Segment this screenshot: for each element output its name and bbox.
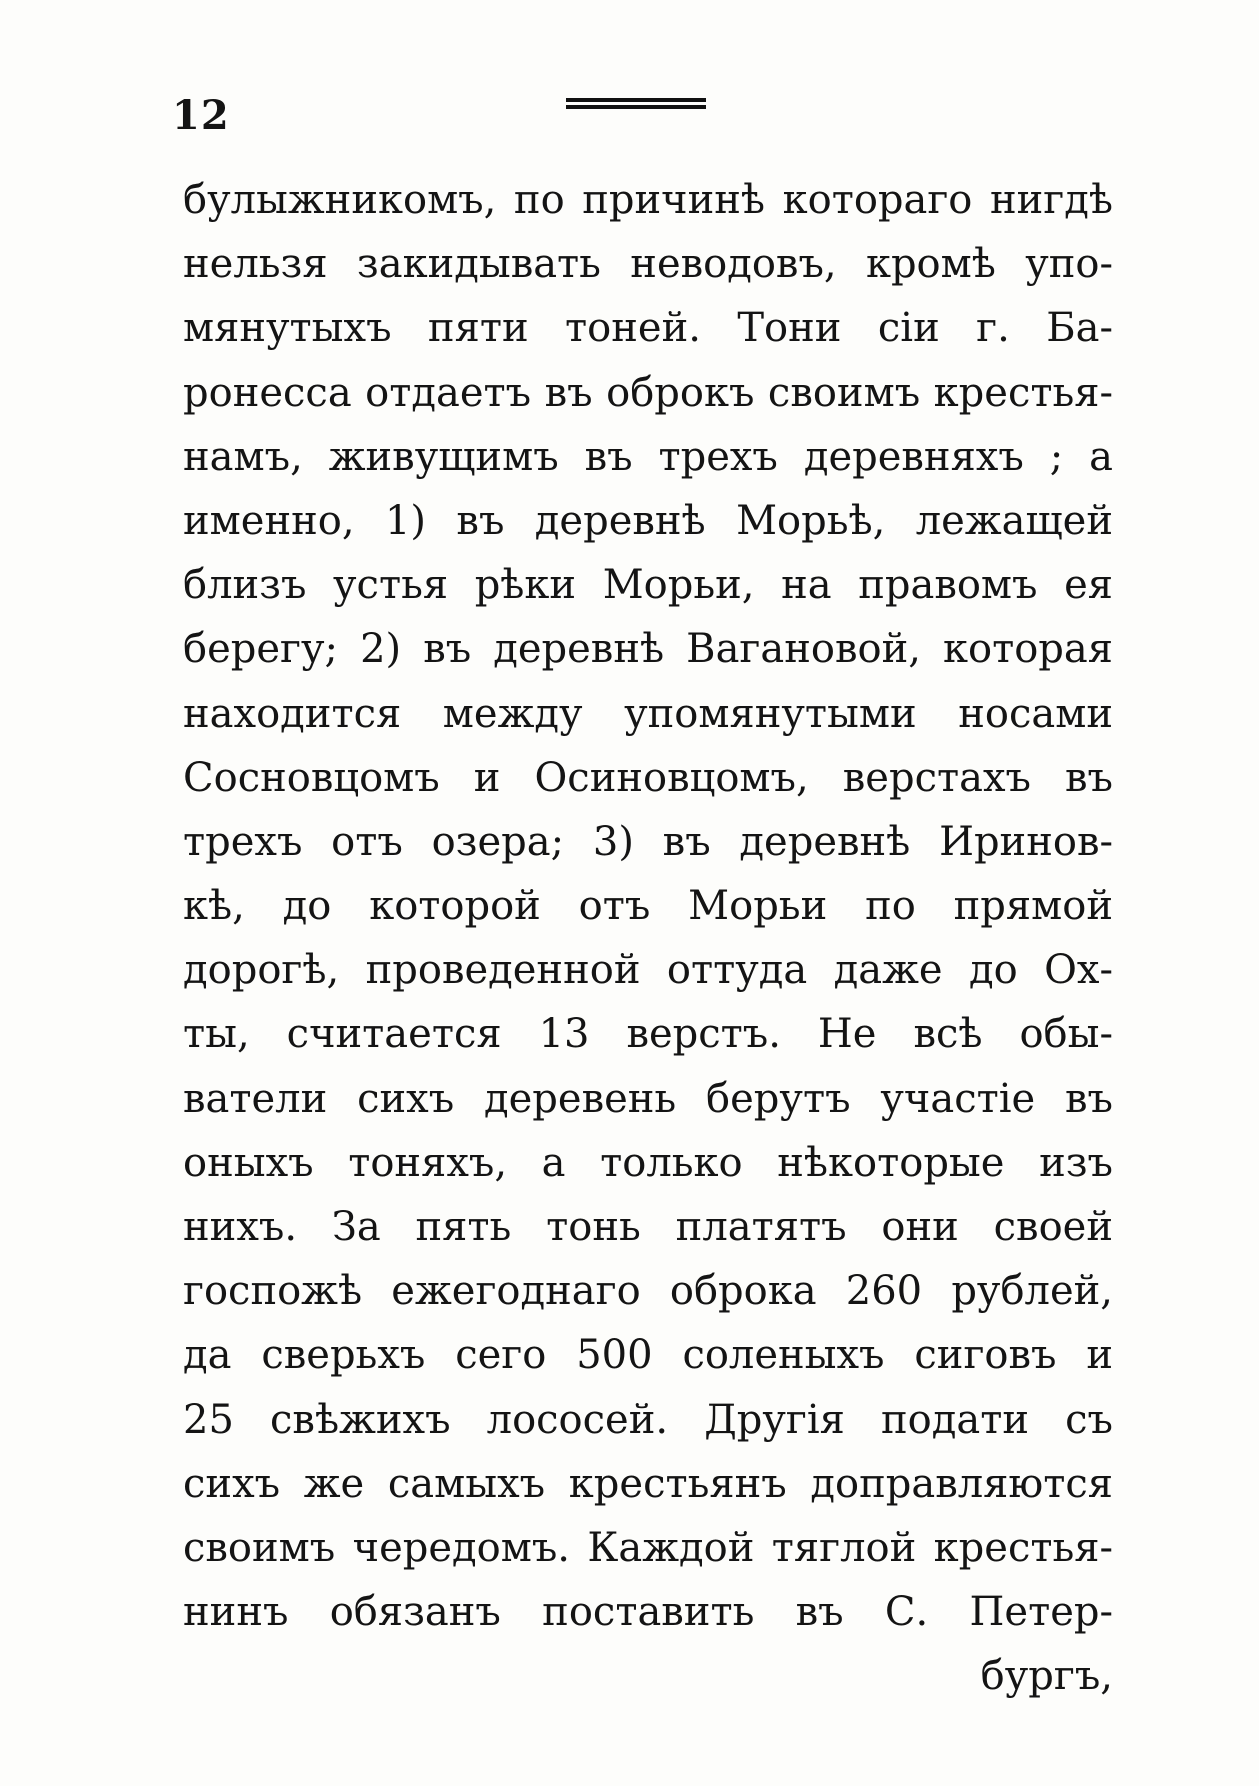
text-line: 25 свѣжихъ лососей. Другія подати съ [183, 1396, 1113, 1443]
text-line: да сверьхъ сего 500 соленыхъ сиговъ и [183, 1332, 1113, 1379]
catchword: бургъ, [980, 1653, 1113, 1700]
text-line: намъ, живущимъ въ трехъ деревняхъ ; а [183, 433, 1113, 480]
text-line: нинъ обязанъ поставить въ С. Петер- [183, 1589, 1113, 1636]
text-line: сихъ же самыхъ крестьянъ доправляются [183, 1460, 1113, 1507]
page-number: 12 [172, 92, 230, 139]
text-line: берегу; 2) въ деревнѣ Вагановой, которая [183, 626, 1113, 673]
text-line: мянутыхъ пяти тоней. Тони сіи г. Ба- [183, 305, 1113, 352]
text-line: ватели сихъ деревень берутъ участіе въ [183, 1075, 1113, 1122]
text-line: дорогѣ, проведенной оттуда даже до Ох- [183, 947, 1113, 994]
text-line: оныхъ тоняхъ, а только нѣкоторые изъ [183, 1139, 1113, 1186]
text-line: Сосновцомъ и Осиновцомъ, верстахъ въ [183, 754, 1113, 801]
text-line: нихъ. За пять тонь платятъ они своей [183, 1204, 1113, 1250]
body-text [183, 168, 1113, 1709]
text-line: ронесса отдаетъ въ оброкъ своимъ крестья- [183, 369, 1113, 416]
text-line: находится между упомянутыми носами [183, 690, 1113, 737]
header-rule [566, 98, 706, 112]
text-line: нельзя закидывать неводовъ, кромѣ упо- [183, 241, 1113, 288]
text-line: госпожѣ ежегоднаго оброка 260 рублей, [183, 1268, 1113, 1315]
text-line: своимъ чередомъ. Каждой тяглой крестья- [183, 1524, 1113, 1571]
text-line: булыжникомъ, по причинѣ котораго нигдѣ [183, 177, 1113, 223]
text-line: ты, считается 13 верстъ. Не всѣ обы- [183, 1011, 1113, 1058]
text-line: именно, 1) въ деревнѣ Морьѣ, лежащей [183, 497, 1113, 544]
text-line: кѣ, до которой отъ Морьи по прямой [183, 883, 1113, 930]
text-line: трехъ отъ озера; 3) въ деревнѣ Иринов- [183, 818, 1113, 865]
text-line: близъ устья рѣки Морьи, на правомъ ея [183, 562, 1113, 609]
